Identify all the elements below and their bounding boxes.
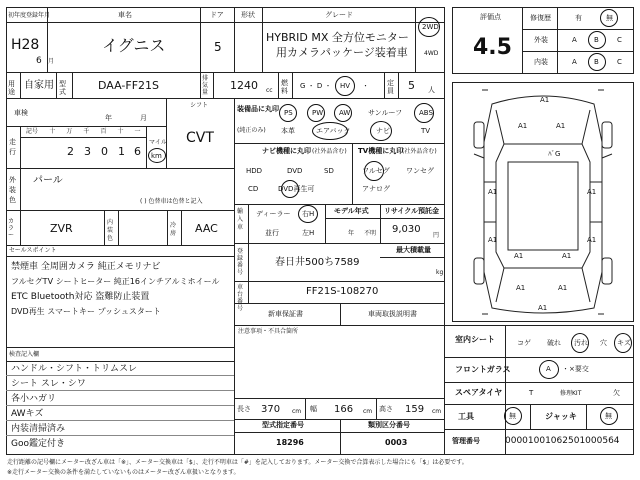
- model-year-unknown: 不明: [364, 230, 377, 237]
- tools-label: 工具: [458, 412, 474, 421]
- windshield-a-circle: [539, 360, 559, 379]
- length-label: 長さ: [237, 405, 251, 413]
- equipment-sub: (純正のみ): [237, 127, 266, 134]
- grade-line2: 用カメラパッケージ装着車: [276, 46, 408, 59]
- tv-fullseg-circle: [364, 161, 384, 181]
- jack-value: 無: [605, 412, 612, 420]
- car-diagram: [452, 82, 634, 322]
- chassis-value: FF21S-108270: [306, 286, 379, 297]
- repair-no: 無: [606, 14, 613, 22]
- drive-4wd: 4WD: [424, 50, 439, 57]
- car-panel-lines: [496, 110, 590, 302]
- sales-point-line: 禁煙車 全周囲カメラ 純正メモリナビ: [11, 262, 161, 272]
- color-code-label: カラー: [8, 218, 15, 239]
- sales-point-line: フルセグTV シートヒーター 純正16インチアルミホイール: [11, 277, 220, 286]
- class-number-label: 類別区分番号: [368, 421, 410, 429]
- digit-header: 記号: [25, 128, 38, 135]
- mgmt-value: 00001001062501000564: [505, 436, 620, 446]
- exterior-color-label: 外装色: [9, 176, 16, 204]
- recycle-yen: 円: [433, 232, 440, 239]
- equip-aw: AW: [339, 109, 351, 117]
- wheel-rear-left: [474, 258, 484, 284]
- cc-unit: cc: [266, 87, 273, 94]
- car-roof-outline: [508, 162, 578, 250]
- footer-note-2: ※走行メーター交換の条件を満たしていないものはメーター改ざん車扱いとなります。: [7, 469, 240, 476]
- displacement-value: 1240: [230, 79, 258, 92]
- mirrors: [474, 154, 612, 158]
- grade-label: グレード: [325, 11, 353, 19]
- digit-header: 一: [134, 128, 141, 135]
- tools-value: 無: [509, 412, 516, 420]
- new-car-warranty: 新車保証書: [268, 310, 303, 318]
- equip-navi: ナビ: [376, 127, 390, 135]
- repair-no-circle: [600, 9, 618, 27]
- mileage-label: 走行: [9, 138, 16, 156]
- navi-dvd-circle: [281, 180, 299, 198]
- tv-analog: アナログ: [362, 185, 390, 193]
- seat-scratch-circle: [614, 333, 632, 353]
- fuel-hv-circle: [335, 76, 355, 96]
- exterior-color-note: ( ) 色替車は色替と記入: [140, 198, 203, 205]
- mileage-digit: 1: [118, 145, 125, 158]
- inspector-line: 各小ハガリ: [11, 394, 57, 404]
- chassis-label: 車台番号: [237, 284, 244, 312]
- navi-sub: (社外品含む): [312, 148, 347, 155]
- seat-opt: 穴: [600, 339, 607, 347]
- shift-label: シフト: [190, 102, 209, 109]
- fuel-selected: HV: [340, 82, 351, 90]
- seat-opt: 破れ: [547, 339, 561, 347]
- exterior-grade-circle: [588, 31, 606, 49]
- damage-mark: A1: [488, 188, 498, 196]
- repair-label: 修復歴: [530, 14, 551, 22]
- windshield-a: A: [546, 365, 551, 373]
- width-value: 166: [334, 404, 354, 415]
- inspection-label: 車検: [14, 109, 28, 117]
- exterior-grade-b: B: [594, 36, 599, 44]
- digit-header: 千: [83, 128, 90, 135]
- windshield-label: フロントガラス: [455, 365, 511, 374]
- length-value: 370: [261, 404, 281, 415]
- mgmt-label: 管理番号: [452, 437, 480, 445]
- interior-grade-circle: [588, 53, 606, 71]
- mileage-digit: 2: [67, 145, 74, 158]
- reg-date-label: 初年度登録年月: [8, 12, 51, 19]
- spare-label: スペアタイヤ: [455, 388, 503, 397]
- aircon-value: AAC: [195, 222, 218, 235]
- steering-right-circle: [298, 205, 318, 223]
- inspector-line: ハンドル・シフト・トリムスレ: [11, 364, 138, 374]
- repair-yes: 有: [575, 14, 582, 22]
- tv-sub: (社外品含む): [402, 148, 437, 155]
- inspector-title: 検査記入欄: [9, 351, 40, 358]
- use-value: 自家用: [24, 80, 54, 91]
- score-label: 評価点: [480, 13, 501, 21]
- inspector-line: 内装清掃済み: [11, 424, 66, 434]
- recycle-value: 9,030: [392, 224, 421, 235]
- drive-2wd: 2WD: [422, 23, 439, 31]
- height-value: 159: [405, 404, 425, 415]
- damage-mark: A1: [538, 304, 548, 312]
- damage-mark: A1: [516, 284, 526, 292]
- digit-header: 十: [49, 128, 56, 135]
- height-unit: cm: [432, 408, 442, 415]
- width-unit: cm: [363, 408, 373, 415]
- equip-pw: PW: [312, 109, 324, 117]
- grade-line1: HYBRID MX 全方位モニター: [266, 31, 409, 44]
- equipment-title: 装備品に丸印: [237, 105, 279, 113]
- class-number: 0003: [385, 438, 408, 447]
- interior-grade-label: 内装: [534, 58, 548, 66]
- exterior-color-value: パール: [33, 175, 63, 186]
- exterior-grade-a: A: [572, 36, 577, 44]
- capacity-unit: 人: [428, 86, 435, 94]
- exterior-grade-label: 外装: [534, 36, 548, 44]
- seat-label: 室内シート: [455, 335, 495, 344]
- inspector-line: AWキズ: [11, 409, 44, 419]
- aircon-label: 冷房: [170, 222, 177, 237]
- spare-t: T: [529, 389, 534, 397]
- mileage-digit: 0: [101, 145, 108, 158]
- digit-header: 十: [117, 128, 124, 135]
- damage-mark: A1: [514, 252, 524, 260]
- equip-leather: 本革: [281, 127, 295, 135]
- shape-label: 形状: [241, 11, 255, 19]
- sales-point-line: ETC Bluetooth対応 盗難防止装置: [11, 292, 150, 302]
- seat-dirt-circle: [571, 333, 589, 353]
- corner-marks: [482, 90, 604, 314]
- windshield-x: ・×要交: [562, 365, 589, 373]
- sales-points-title: セールスポイント: [9, 247, 57, 254]
- navi-hdd: HDD: [246, 167, 263, 175]
- inspection-year-unit: 年: [105, 114, 112, 122]
- model-year-unit: 年: [348, 230, 355, 237]
- wheel-front-left: [474, 122, 484, 148]
- recycle-label: リサイクル預託金: [384, 207, 440, 215]
- car-door-lines: [484, 182, 602, 222]
- owner-manual: 車両取扱説明書: [368, 310, 417, 318]
- capacity-value: 5: [408, 79, 415, 92]
- reg-month: 6: [36, 56, 42, 66]
- type-number: 18296: [276, 438, 304, 447]
- score-value: 4.5: [473, 35, 512, 60]
- door-count: 5: [214, 40, 222, 54]
- use-label: 用途: [8, 80, 15, 96]
- spare-kit: 修理KIT: [560, 390, 582, 397]
- reg-month-unit: 月: [48, 58, 55, 65]
- reg-era-year: H28: [11, 37, 40, 53]
- seat-opt: コゲ: [517, 339, 531, 347]
- seat-opt: キズ: [617, 339, 631, 347]
- interior-grade-b: B: [594, 58, 599, 66]
- digit-header: 百: [100, 128, 107, 135]
- fuel-options: G ・ D ・: [300, 82, 332, 90]
- mileage-digit-headers: [20, 126, 146, 137]
- import-dealer: ディーラー: [256, 210, 291, 218]
- door-label: ドア: [210, 11, 224, 19]
- registration-label: 登録番号: [237, 248, 244, 276]
- equip-aw-circle: [334, 104, 352, 122]
- seat-opt: 汚れ: [574, 339, 588, 347]
- height-label: 高さ: [379, 405, 393, 413]
- damage-mark: A1: [558, 284, 568, 292]
- damage-mark: A1: [488, 236, 498, 244]
- equip-airbag-circle: [312, 122, 351, 140]
- fuel-tail: ・: [362, 82, 369, 90]
- navi-cd: CD: [248, 185, 259, 193]
- jack-label: ジャッキ: [545, 412, 577, 421]
- tv-oneseg: ワンセグ: [406, 167, 434, 175]
- width-label: 幅: [310, 405, 317, 413]
- car-body-outline: [484, 96, 602, 313]
- drive-2wd-circle: [418, 17, 440, 37]
- displacement-label: 排気量: [202, 75, 209, 96]
- navi-sd: SD: [324, 167, 334, 175]
- mileage-digit: 6: [134, 145, 141, 158]
- damage-mark: A1: [540, 96, 550, 104]
- length-unit: cm: [292, 408, 302, 415]
- damage-mark: A1: [556, 122, 566, 130]
- tv-title: TV機種に丸印: [358, 147, 404, 155]
- spare-none: 欠: [613, 389, 620, 397]
- mileage-digit: 3: [84, 145, 91, 158]
- digit-header: 万: [66, 128, 73, 135]
- equip-airbag: エアバック: [316, 127, 351, 135]
- equip-ps: PS: [284, 109, 293, 117]
- car-name-label: 車名: [118, 11, 132, 19]
- capacity-label: 定員: [387, 79, 394, 95]
- fuel-label: 燃料: [281, 79, 288, 95]
- damage-mark: A1: [587, 188, 597, 196]
- exterior-grade-c: C: [617, 36, 622, 44]
- inspection-month-unit: 月: [140, 114, 147, 122]
- car-cabin-outline: [496, 144, 590, 268]
- interior-grade-a: A: [572, 58, 577, 66]
- navi-dvd-playback: DVD再生可: [278, 185, 315, 193]
- interior-color-label: 内装色: [107, 219, 114, 242]
- navi-title: ナビ機種に丸印: [262, 147, 311, 155]
- jack-circle: [600, 407, 618, 425]
- footer-note-1: 走行距離の記号欄にメーター改ざん車は「※」、メーター交換車は「$」、走行不明車は「#」を記入しております。メーター交換で合算表示した場合にも「$」は必要です。: [7, 459, 468, 466]
- mileage-unit-mile: マイル: [149, 139, 167, 146]
- import-label: 輸入車: [237, 208, 244, 231]
- load-unit: kg: [436, 269, 444, 276]
- model-label: 型式: [59, 80, 66, 96]
- equip-navi-circle: [370, 121, 392, 141]
- tools-circle: [504, 407, 522, 425]
- mileage-unit-km: km: [151, 152, 162, 160]
- notes-title: 注意事項・不具合箇所: [238, 328, 299, 335]
- inspector-line: シート スレ・シワ: [11, 379, 86, 389]
- equip-tv: TV: [421, 127, 431, 135]
- navi-dvd: DVD: [287, 167, 303, 175]
- damage-mark: A1: [518, 122, 528, 130]
- model-year-label: モデル年式: [334, 207, 369, 215]
- model-value: DAA-FF21S: [98, 79, 159, 92]
- import-parallel: 並行: [265, 229, 279, 237]
- damage-mark-center: ﾊﾞG: [548, 150, 561, 158]
- registration-value: 春日井500ち7589: [275, 257, 360, 268]
- equip-abs-circle: [414, 103, 434, 123]
- type-number-label: 型式指定番号: [262, 421, 304, 429]
- equip-abs: ABS: [419, 109, 433, 117]
- equip-pw-circle: [307, 104, 325, 122]
- steering-left: 左H: [302, 229, 315, 237]
- wheel-rear-right: [602, 258, 612, 284]
- equip-sunroof: サンルーフ: [368, 109, 403, 117]
- inspector-line: Goo鑑定付き: [11, 439, 65, 449]
- tv-fullseg: フルセグ: [362, 167, 390, 175]
- shift-value: CVT: [186, 130, 214, 146]
- interior-grade-c: C: [617, 58, 622, 66]
- color-code-value: ZVR: [50, 222, 73, 235]
- damage-mark: A1: [587, 236, 597, 244]
- equip-ps-circle: [279, 104, 297, 122]
- damage-mark: A1: [562, 252, 572, 260]
- wheel-front-right: [602, 122, 612, 148]
- load-label: 最大積載量: [396, 246, 431, 254]
- sales-point-line: DVD再生 スマートキー プッシュスタート: [11, 307, 161, 316]
- car-name: イグニス: [102, 36, 166, 55]
- km-circle: [148, 148, 166, 163]
- steering-right: 右H: [302, 210, 315, 218]
